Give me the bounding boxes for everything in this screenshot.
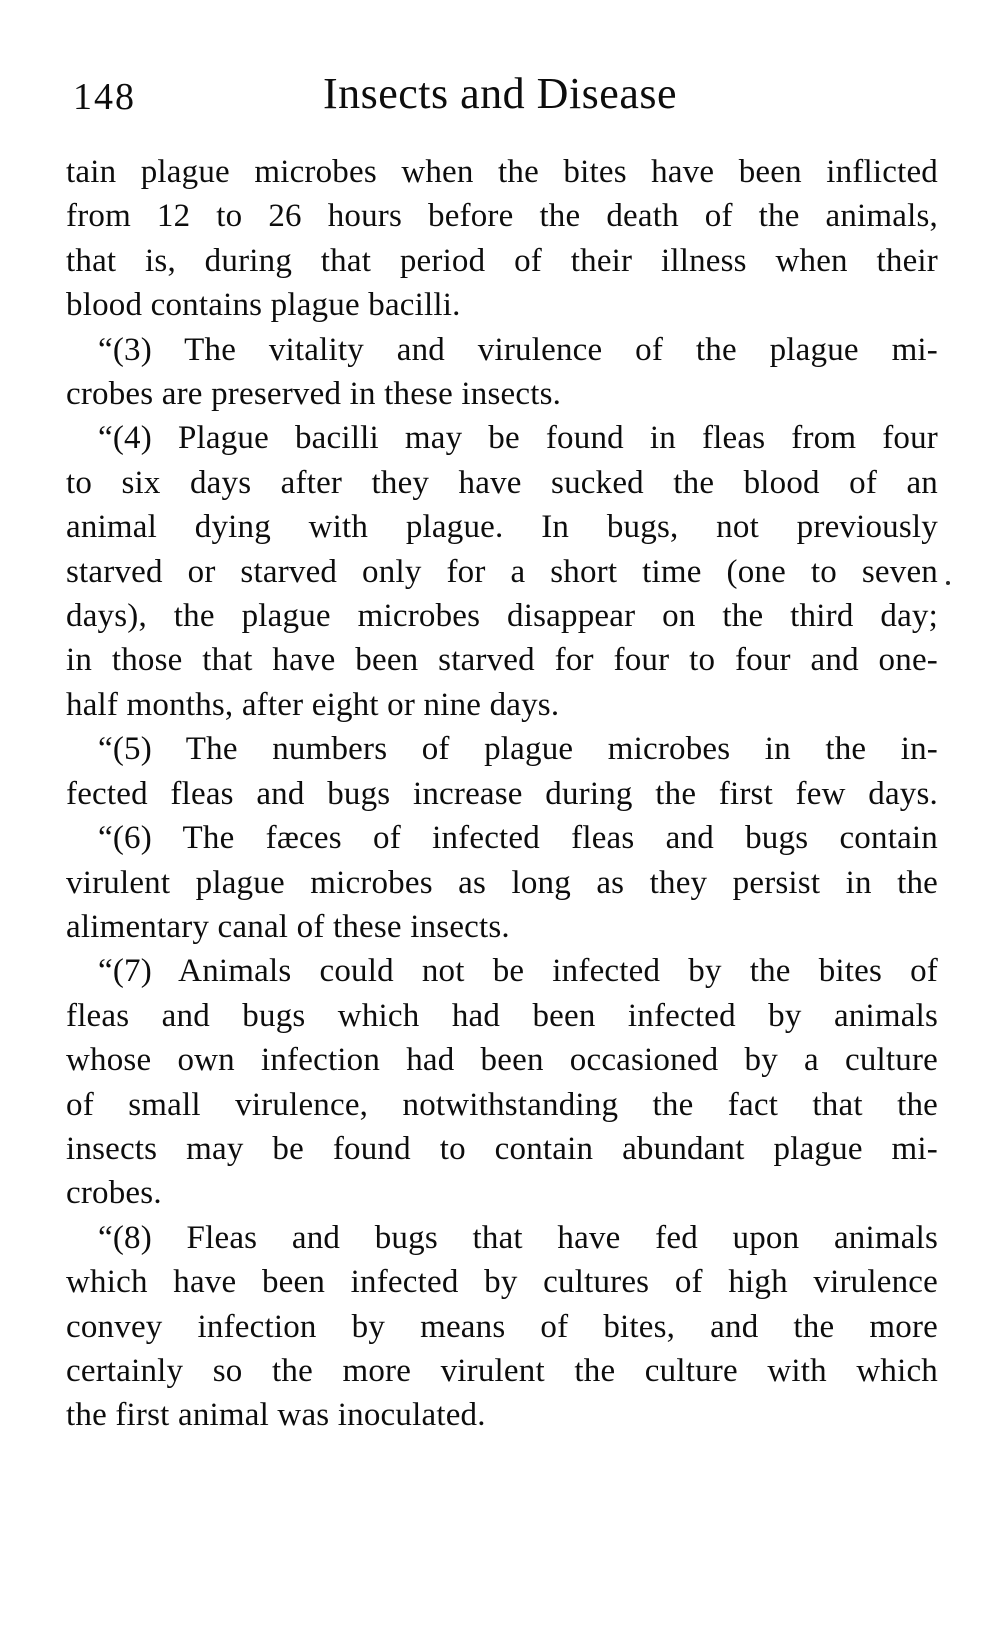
body-text (66, 150, 938, 1438)
page-header (0, 69, 1000, 132)
text-line: “(4) Plague bacilli may be found in fleas from four (98, 420, 938, 457)
text-line: convey infection by means of bites, and the more (66, 1308, 938, 1345)
text-line: “(5) The numbers of plague microbes in the in- (98, 731, 938, 768)
text-line: “(7) Animals could not be infected by the bites of (98, 953, 938, 990)
text-line: insects may be found to contain abundant plague mi- (66, 1130, 938, 1167)
text-line: the first animal was inoculated. (66, 1397, 486, 1434)
text-line: which have been infected by cultures of high virulence (66, 1264, 938, 1301)
page-number: 148 (73, 76, 136, 118)
page-title: Insects and Disease (322, 69, 678, 118)
text-line: alimentary canal of these insects. (66, 908, 510, 945)
text-line: tain plague microbes when the bites have been inflicted (66, 154, 938, 190)
text-line: days), the plague microbes disappear on the third day; (66, 598, 938, 635)
text-line: virulent plague microbes as long as they persist in the (66, 864, 938, 901)
text-line: of small virulence, notwithstanding the fact that the (66, 1086, 938, 1123)
text-line: that is, during that period of their illness when their (66, 242, 938, 279)
text-line: fleas and bugs which had been infected by animals (66, 997, 938, 1034)
text-line: certainly so the more virulent the culture with which (66, 1352, 938, 1389)
text-line: blood contains plague bacilli. (66, 287, 461, 324)
text-line: “(8) Fleas and bugs that have fed upon animals (98, 1219, 938, 1256)
text-line: from 12 to 26 hours before the death of the animals, (66, 198, 938, 235)
text-line: to six days after they have sucked the blood of an (66, 464, 938, 501)
text-line: whose own infection had been occasioned by a culture (66, 1042, 938, 1079)
text-line: fected fleas and bugs increase during the first few days. (66, 775, 938, 812)
text-line: “(6) The fæces of infected fleas and bugs contain (98, 820, 938, 857)
text-line: half months, after eight or nine days. (66, 686, 560, 723)
text-line: “(3) The vitality and virulence of the plague mi- (98, 331, 938, 368)
text-line: crobes. (66, 1175, 162, 1212)
text-line: starved or starved only for a short time (one to seven (66, 553, 938, 590)
text-line: in those that have been starved for four to four and one- (66, 642, 938, 679)
ink-speck (946, 581, 950, 585)
text-line: crobes are preserved in these insects. (66, 376, 562, 413)
text-line: animal dying with plague. In bugs, not previously (66, 509, 938, 546)
